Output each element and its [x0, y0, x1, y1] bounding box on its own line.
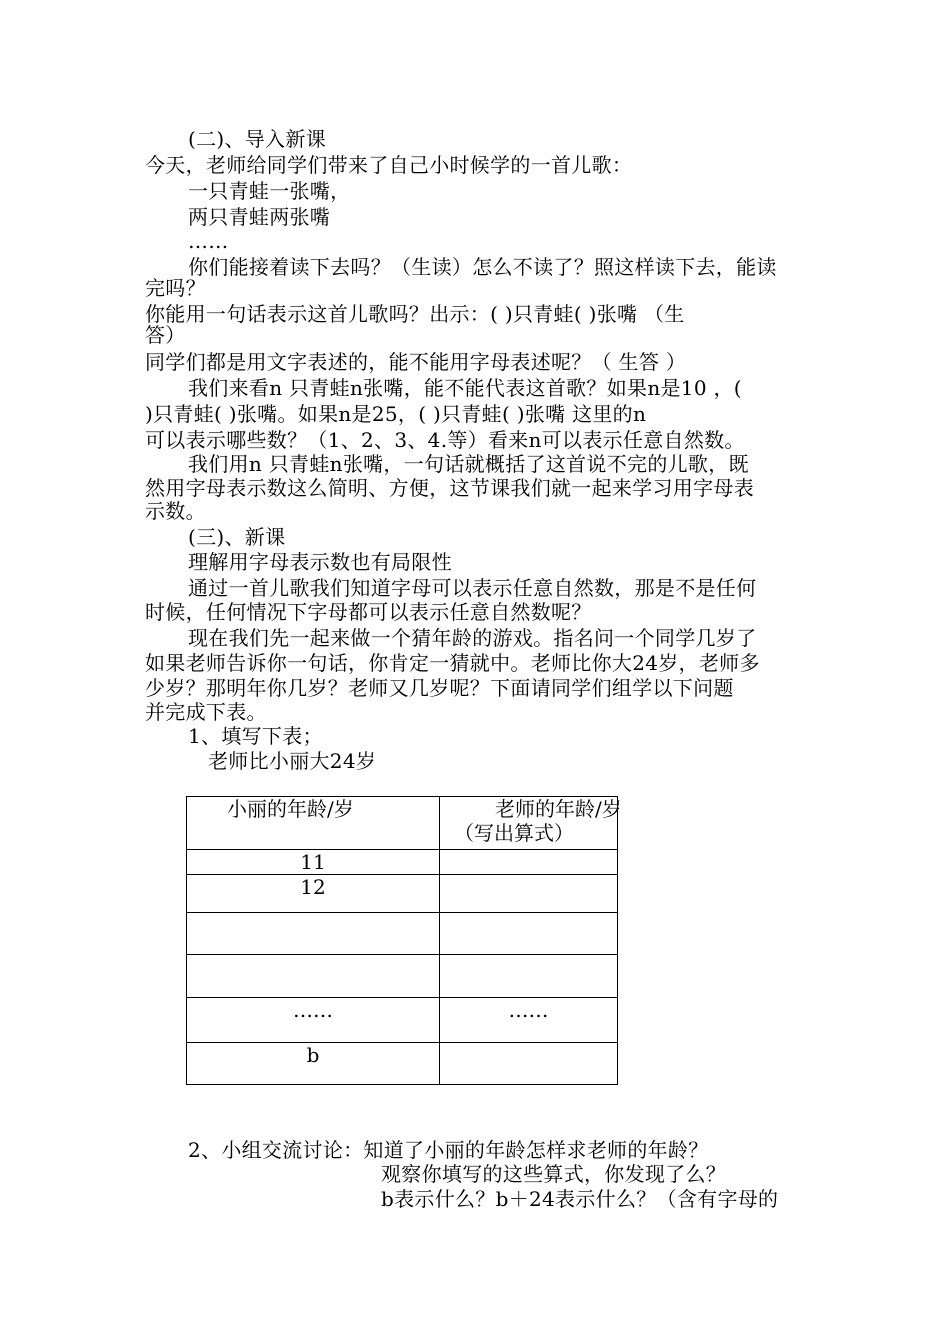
table-row — [187, 913, 618, 955]
table-cell: …… — [187, 998, 440, 1043]
table-cell: …… — [440, 998, 618, 1043]
paragraph-text: 我们用n 只青蛙n张嘴，一句话就概括了这首说不完的儿歌，既 — [188, 452, 749, 476]
table-header-row — [187, 797, 618, 850]
table-cell: b — [187, 1043, 440, 1085]
table-cell: 12 — [187, 875, 440, 913]
table-cell — [187, 955, 440, 998]
task-2-label: 2、小组交流讨论：知道了小丽的年龄怎样求老师的年龄？ — [188, 1138, 709, 1162]
section-heading-intro: (二)、导入新课 — [188, 127, 327, 151]
paragraph-text: 答） — [145, 323, 186, 347]
paragraph-text: 时候，任何情况下字母都可以表示任意自然数呢？ — [145, 600, 592, 624]
paragraph-text: 今天，老师给同学们带来了自己小时候学的一首儿歌： — [145, 153, 633, 177]
table-cell — [440, 913, 618, 955]
table-row — [187, 1043, 618, 1085]
ellipsis-line: …… — [188, 229, 229, 253]
table-cell — [440, 875, 618, 913]
paragraph-text: 并完成下表。 — [145, 700, 267, 724]
table-row — [187, 850, 618, 875]
table-row — [187, 955, 618, 998]
header-label: 小丽的年龄/岁 — [227, 797, 354, 821]
paragraph-text: 你能用一句话表示这首儿歌吗？出示：( )只青蛙( )张嘴 （生 — [145, 302, 685, 326]
poem-line: 一只青蛙一张嘴， — [188, 179, 351, 203]
header-sublabel: （写出算式） — [454, 821, 574, 845]
header-label: 老师的年龄/岁 — [495, 797, 622, 821]
table-row — [187, 998, 618, 1043]
paragraph-text: 我们来看n 只青蛙n张嘴，能不能代表这首歌？如果n是10 ，( — [188, 376, 742, 400]
paragraph-text: 如果老师告诉你一句话，你肯定一猜就中。老师比你大24岁，老师多 — [145, 651, 760, 675]
table-cell: 11 — [187, 850, 440, 875]
header-cell-xiaoli-age — [187, 797, 440, 850]
task-2-text: 观察你填写的这些算式，你发现了么？ — [381, 1162, 727, 1186]
paragraph-text: 你们能接着读下去吗？（生读）怎么不读了？照这样读下去，能读 — [188, 255, 777, 279]
header-cell-teacher-age — [440, 797, 622, 850]
paragraph-text: 可以表示哪些数？（1、2、3、4.等）看来n可以表示任意自然数。 — [145, 428, 745, 452]
age-table — [186, 796, 622, 1085]
table-cell — [187, 913, 440, 955]
poem-line: 两只青蛙两张嘴 — [188, 205, 331, 229]
table-caption: 老师比小丽大24岁 — [208, 749, 377, 773]
table-cell — [440, 955, 618, 998]
paragraph-text: 完吗？ — [145, 276, 206, 300]
paragraph-text: 少岁？那明年你几岁？老师又几岁呢？下面请同学们组学以下问题 — [145, 676, 734, 700]
paragraph-text: 然用字母表示数这么简明、方便，这节课我们就一起来学习用字母表 — [145, 476, 754, 500]
paragraph-text: 现在我们先一起来做一个猜年龄的游戏。指名问一个同学几岁了 — [188, 626, 757, 650]
table-cell — [440, 850, 618, 875]
subheading: 理解用字母表示数也有局限性 — [188, 550, 452, 574]
table-row — [187, 875, 618, 913]
paragraph-text: 示数。 — [145, 499, 206, 523]
task-2-text: b表示什么？b＋24表示什么？（含有字母的 — [381, 1187, 779, 1211]
paragraph-text: 通过一首儿歌我们知道字母可以表示任意自然数，那是不是任何 — [188, 576, 757, 600]
table-cell — [440, 1043, 618, 1085]
task-1-label: 1、填写下表； — [188, 724, 323, 748]
section-heading-new-lesson: (三)、新课 — [188, 525, 286, 549]
paragraph-text: )只青蛙( )张嘴。如果n是25，( )只青蛙( )张嘴 这里的n — [145, 402, 647, 426]
paragraph-text: 同学们都是用文字表述的，能不能用字母表述呢？（ 生答 ） — [145, 350, 687, 374]
